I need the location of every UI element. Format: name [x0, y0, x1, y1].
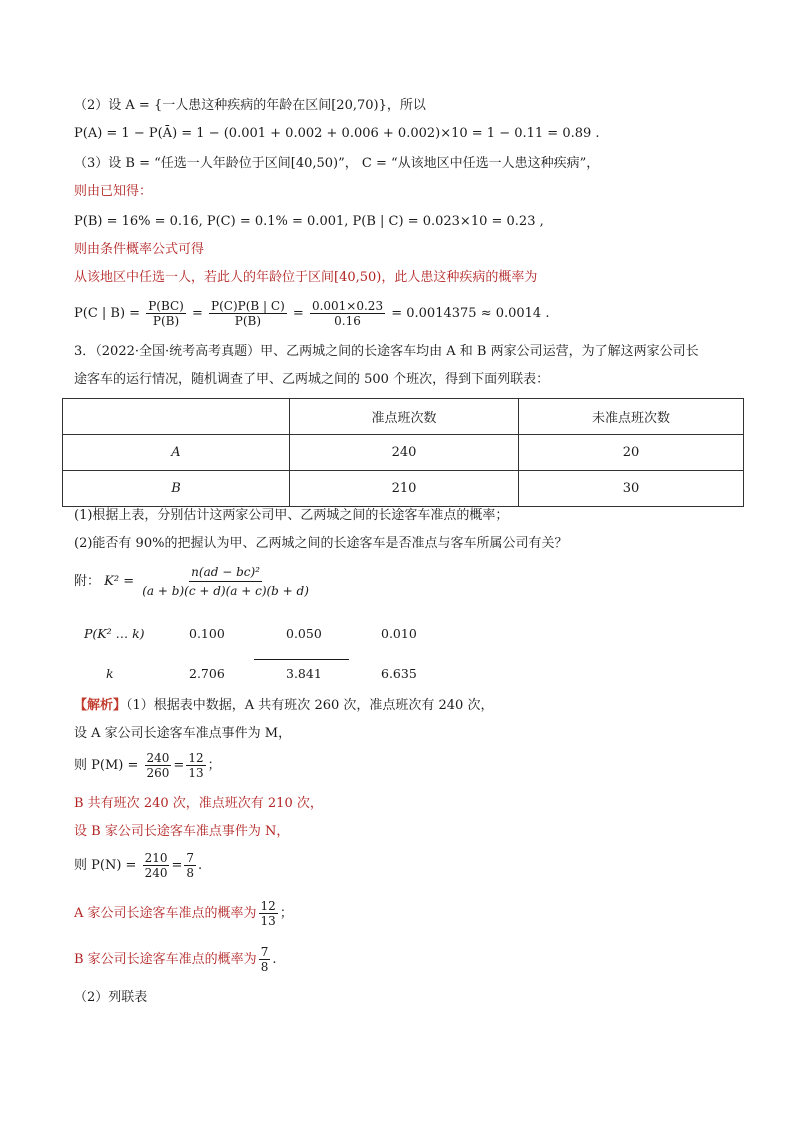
table-cell: 20 [519, 435, 744, 471]
eq-suffix: ； [279, 906, 293, 921]
eq-prefix: 则 P(N) = [74, 858, 137, 873]
fraction: $\frac{240}{260}$ [146, 751, 170, 780]
question3-line1: 3．（2022·全国·统考高考真题）甲、乙两城之间的长途客车均由 A 和 B 两家公司运营，为了解这两家公司长 [74, 344, 699, 359]
k-value: 2.706 [189, 666, 225, 681]
table-row [63, 471, 744, 507]
part3-line1: （3）设 B = “任选一人年龄位于区间[40,50)”， C = “从该地区中任选一人患这种疾病”， [74, 156, 600, 171]
p-value: 0.010 [381, 626, 417, 641]
eq-suffix: . [198, 858, 203, 873]
solution-line9: （2）列联表 [74, 990, 148, 1005]
solution-tag: 【解析】 [74, 698, 127, 713]
fraction-2: $\frac{P(C)P(B | C)}{P(B)}$ [211, 299, 285, 328]
solution-line4: B 共有班次 240 次，准点班次有 210 次， [74, 796, 323, 811]
solution-text: （1）根据表中数据，A 共有班次 260 次，准点班次有 240 次， [126, 698, 494, 713]
table-cell: 30 [519, 471, 744, 507]
eq-prefix: A 家公司长途客车准点的概率为 [74, 906, 257, 921]
table-header-cell: 准点班次数 [290, 399, 519, 435]
k2-fraction: $\frac{\text{n(ad − bc)²}}{(a + b)(c + d)(a + c)(b + d)}$ [142, 565, 309, 598]
formula-rhs: = 0.0014375 ≈ 0.0014 . [391, 306, 550, 321]
table-cell: B [63, 471, 290, 507]
critical-table-row1-label: P(K² … k) [84, 626, 145, 641]
fraction-1: $\frac{P(BC)}{P(B)}$ [148, 299, 184, 328]
solution-line2: 设 A 家公司长途客车准点事件为 M， [74, 726, 292, 741]
p-value: 0.100 [189, 626, 225, 641]
fraction: $\frac{7}{8}$ [260, 945, 269, 974]
eq-prefix: B 家公司长途客车准点的概率为 [74, 952, 257, 967]
part2-line2: P(A) = 1 − P(Ā) = 1 − (0.001 + 0.002 + 0.006 + 0.002)×10 = 1 − 0.11 = 0.89 . [74, 126, 600, 141]
fraction: $\frac{7}{8}$ [186, 851, 195, 880]
sub-question-1: (1)根据上表，分别估计这两家公司甲、乙两城之间的长途客车准点的概率； [74, 508, 509, 523]
contingency-table [62, 398, 744, 507]
part3-line4: 则由条件概率公式可得 [74, 242, 205, 257]
eq-suffix: ； [207, 758, 221, 773]
fraction: $\frac{12}{13}$ [260, 899, 276, 928]
table-cell: 240 [290, 435, 519, 471]
question3-line2: 途客车的运行情况，随机调查了甲、乙两城之间的 500 个班次，得到下面列联表： [74, 372, 550, 387]
table-header-cell: 未准点班次数 [519, 399, 744, 435]
k-value: 6.635 [381, 666, 417, 681]
appendix-label: 附： [74, 574, 101, 589]
solution-line6: 则 P(N) = $\frac{210}{240}$ = $\frac{7}{8}$ . [74, 851, 203, 880]
table-divider [254, 659, 349, 660]
solution-line1 [74, 696, 493, 716]
solution-line7 [74, 896, 293, 932]
table-header-row [63, 399, 744, 435]
table-cell: A [63, 435, 290, 471]
part3-line3: P(B) = 16% = 0.16, P(C) = 0.1% = 0.001, P(B | C) = 0.023×10 = 0.23 , [74, 214, 544, 229]
table-cell: 210 [290, 471, 519, 507]
sub-question-2: (2)能否有 90%的把握认为甲、乙两城之间的长途客车是否准点与客车所属公司有关？ [74, 536, 568, 551]
table-header-cell [63, 399, 290, 435]
formula-lhs: P(C | B) = [74, 306, 141, 321]
p-value: 0.050 [286, 626, 322, 641]
k-value: 3.841 [286, 666, 322, 681]
fraction-3: $\frac{0.001\times 0.23}{0.16}$ [311, 299, 384, 328]
k2-lhs: K² = [104, 574, 135, 589]
critical-table-row2-label: k [106, 666, 114, 681]
part2-line1: （2）设 A = {一人患这种疾病的年龄在区间[20,70)}，所以 [74, 98, 426, 113]
part3-line2: 则由已知得： [74, 184, 153, 199]
k-squared-formula [74, 562, 313, 602]
conditional-probability-formula: P(C | B) = $\frac{P(BC)}{P(B)}$ = $\frac{P(C)P(B | C)}{P(B)}$ = $\frac{0.001\times 0.23}{0.16}$ = 0.0014375 ≈ 0.0014 . [74, 299, 550, 328]
table-row [63, 435, 744, 471]
solution-line8 [74, 942, 276, 978]
fraction: $\frac{12}{13}$ [188, 751, 204, 780]
solution-line5: 设 B 家公司长途客车准点事件为 N， [74, 824, 290, 839]
part3-line5: 从该地区中任选一人，若此人的年龄位于区间[40,50)，此人患这种疾病的概率为 [74, 270, 538, 285]
eq-suffix: . [272, 952, 277, 967]
eq-prefix: 则 P(M) = [74, 758, 139, 773]
solution-line3: 则 P(M) = $\frac{240}{260}$ = $\frac{12}{13}$ ； [74, 751, 221, 780]
fraction: $\frac{210}{240}$ [144, 851, 168, 880]
